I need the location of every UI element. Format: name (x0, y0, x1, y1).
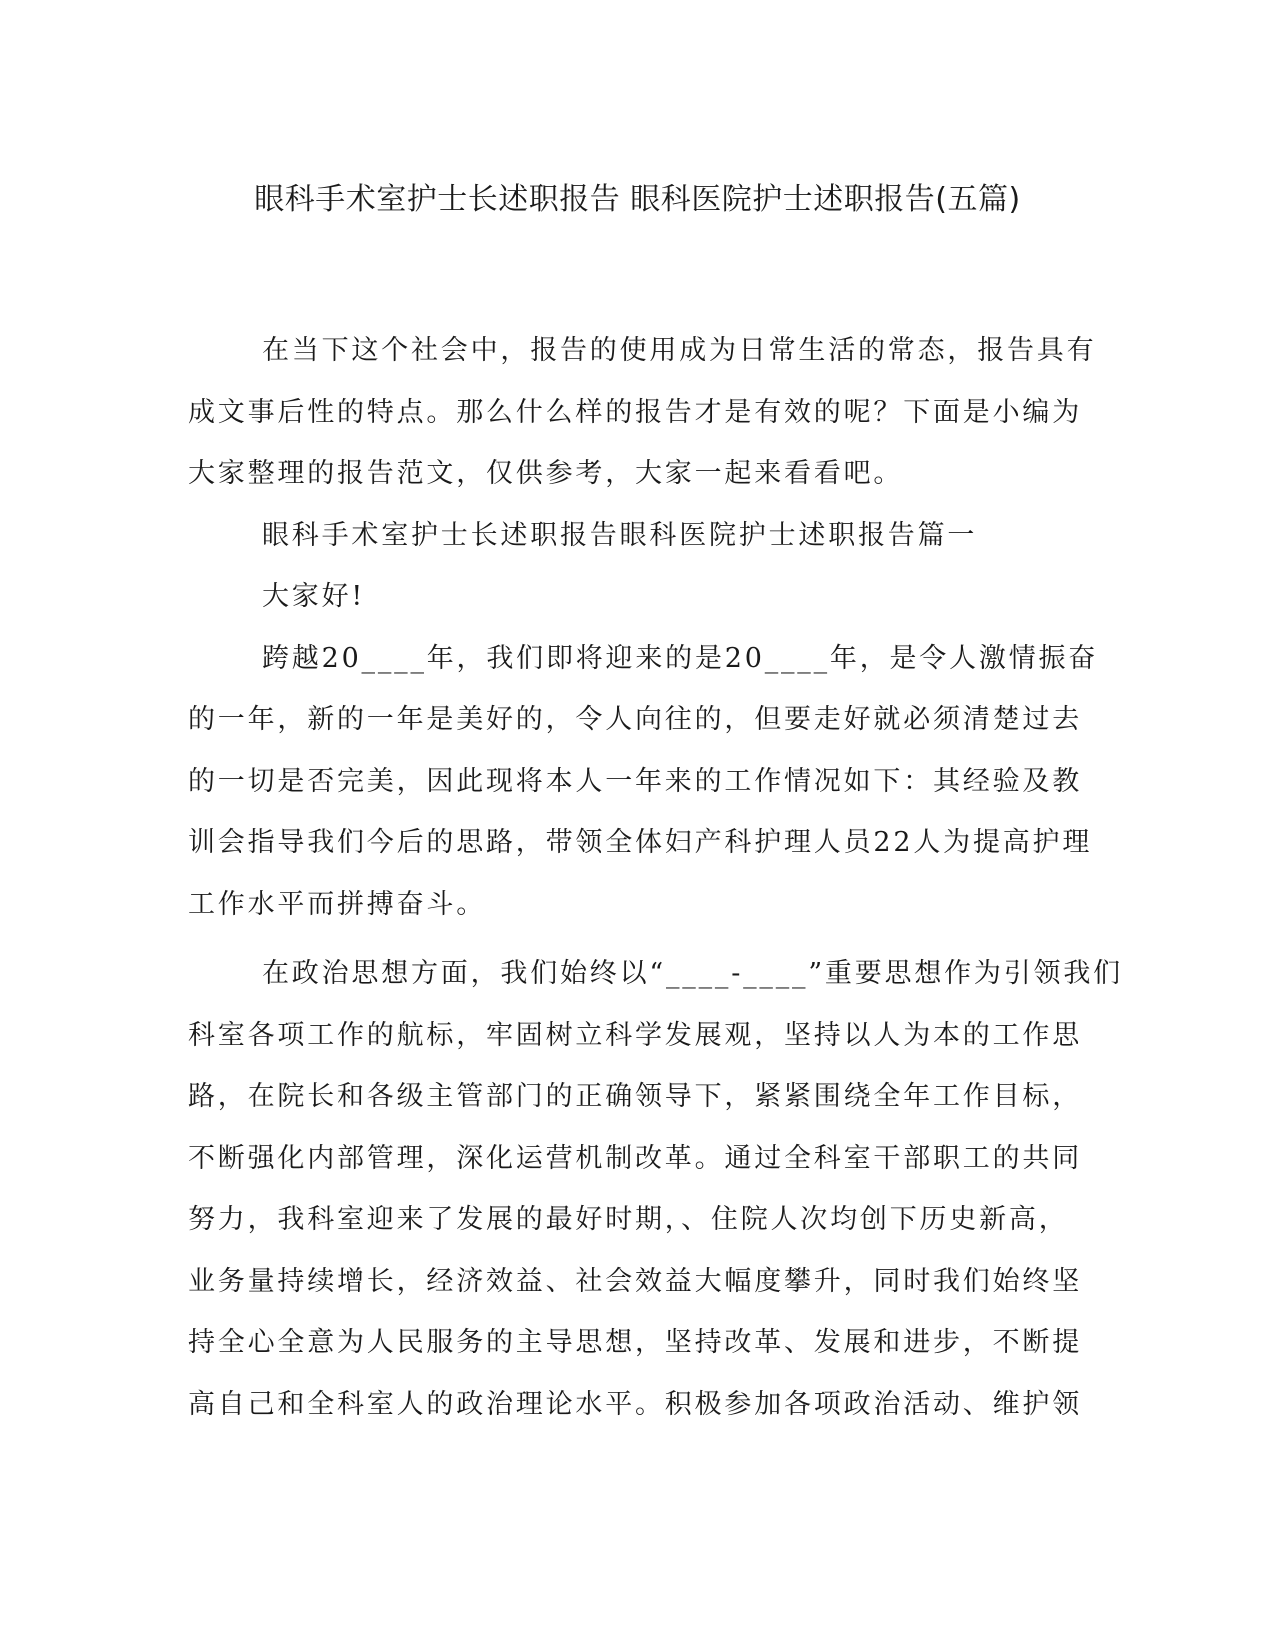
paragraph-line: 持全心全意为人民服务的主导思想，坚持改革、发展和进步，不断提 (188, 1327, 1082, 1358)
document-title: 眼科手术室护士长述职报告 眼科医院护士述职报告(五篇) (254, 182, 1021, 217)
paragraph-line: 路，在院长和各级主管部门的正确领导下，紧紧围绕全年工作目标， (188, 1081, 1082, 1112)
paragraph-line: 在当下这个社会中，报告的使用成为日常生活的常态，报告具有 (262, 335, 1097, 366)
paragraph-gap (188, 935, 1068, 943)
paragraph-line: 训会指导我们今后的思路，带领全体妇产科护理人员22人为提高护理 (188, 827, 1093, 858)
paragraph-line: 不断强化内部管理，深化运营机制改革。通过全科室干部职工的共同 (188, 1142, 1082, 1174)
paragraph-line: 努力，我科室迎来了发展的最好时期，、住院人次均创下历史新高， (188, 1204, 1069, 1235)
paragraph-line: 的一年，新的一年是美好的，令人向往的，但要走好就必须清楚过去 (188, 704, 1082, 735)
paragraph-line: 的一切是否完美，因此现将本人一年来的工作情况如下：其经验及教 (188, 765, 1082, 797)
document-body (188, 320, 1123, 1435)
paragraph-line: 大家整理的报告范文，仅供参考，大家一起来看看吧。 (188, 458, 904, 489)
greeting: 大家好! (262, 581, 366, 612)
paragraph-line: 科室各项工作的航标，牢固树立科学发展观，坚持以人为本的工作思 (188, 1019, 1082, 1051)
paragraph-line: 在政治思想方面，我们始终以“____-____”重要思想作为引领我们 (262, 958, 1123, 989)
paragraph-line: 成文事后性的特点。那么什么样的报告才是有效的呢？下面是小编为 (188, 396, 1082, 428)
paragraph-line: 高自己和全科室人的政治理论水平。积极参加各项政治活动、维护领 (188, 1388, 1082, 1420)
section-heading: 眼科手术室护士长述职报告眼科医院护士述职报告篇一 (262, 519, 978, 551)
paragraph-line: 业务量持续增长，经济效益、社会效益大幅度攀升，同时我们始终坚 (188, 1265, 1082, 1297)
paragraph-line: 跨越20____年，我们即将迎来的是20____年，是令人激情振奋 (262, 642, 1099, 674)
paragraph-line: 工作水平而拼搏奋斗。 (188, 888, 486, 920)
